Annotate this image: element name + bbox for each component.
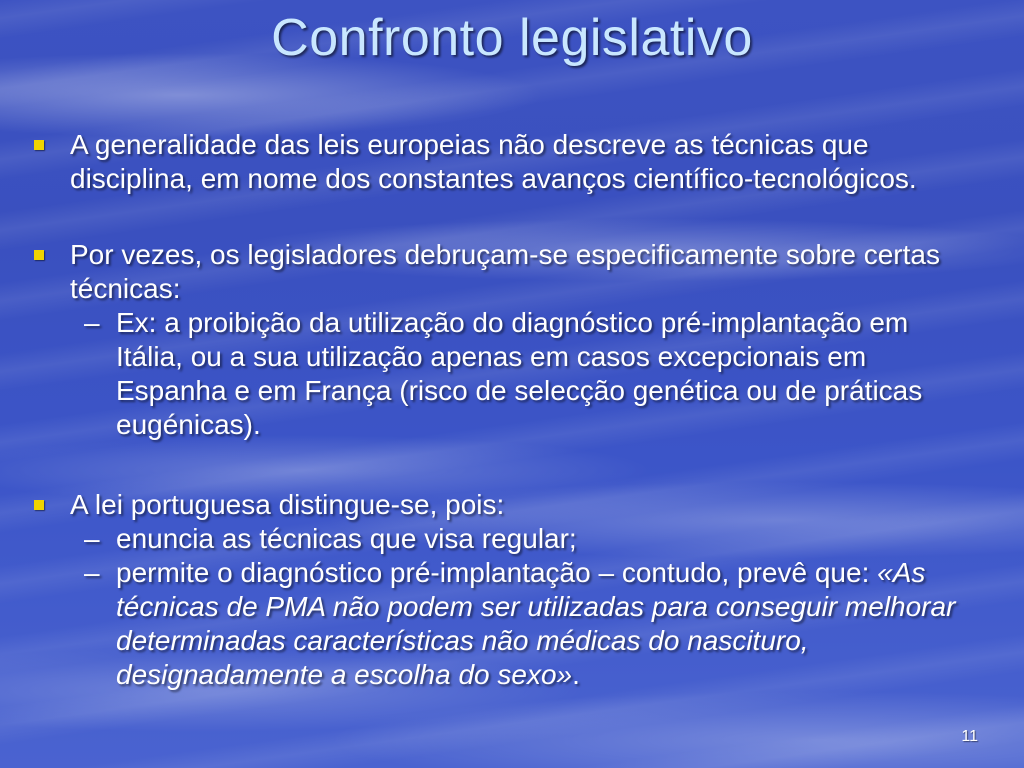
bullet-item — [30, 238, 970, 306]
sub-bullet-text-end: . — [572, 659, 580, 690]
square-bullet-icon — [34, 140, 44, 150]
sub-bullet-text: Ex: a proibição da utilização do diagnóstico pré-implantação em Itália, ou a sua utilização apenas em casos excepcionais em Espanha e em França (risco de selecção genética ou de práticas eugénicas). — [116, 307, 923, 440]
legal-quote: «As técnicas de PMA não podem ser utilizadas para conseguir melhorar determinadas características não médicas do nascituro, designadamente a escolha do sexo» — [116, 557, 956, 690]
dash-bullet-icon: – — [84, 307, 100, 338]
slide-title: Confronto legislativo — [271, 9, 753, 67]
square-bullet-icon — [34, 250, 44, 260]
bullet-item — [30, 488, 970, 522]
square-bullet-icon — [34, 500, 44, 510]
sub-bullet-text: enuncia as técnicas que visa regular; — [116, 523, 577, 554]
sub-bullet-item — [30, 556, 970, 692]
bullet-text: A generalidade das leis europeias não descreve as técnicas que disciplina, em nome dos constantes avanços científico-tecnológicos. — [70, 129, 917, 194]
slide-body — [30, 128, 970, 692]
bullet-text: Por vezes, os legisladores debruçam-se especificamente sobre certas técnicas: — [70, 239, 940, 304]
dash-bullet-icon: – — [84, 557, 100, 588]
bullet-item — [30, 128, 970, 196]
sub-bullet-text: permite o diagnóstico pré-implantação – contudo, prevê que: — [116, 557, 878, 588]
sub-bullet-item — [30, 306, 970, 442]
page-number: 11 — [961, 728, 978, 745]
bullet-text: A lei portuguesa distingue-se, pois: — [70, 489, 505, 520]
sub-bullet-item — [30, 522, 970, 556]
dash-bullet-icon: – — [84, 523, 100, 554]
